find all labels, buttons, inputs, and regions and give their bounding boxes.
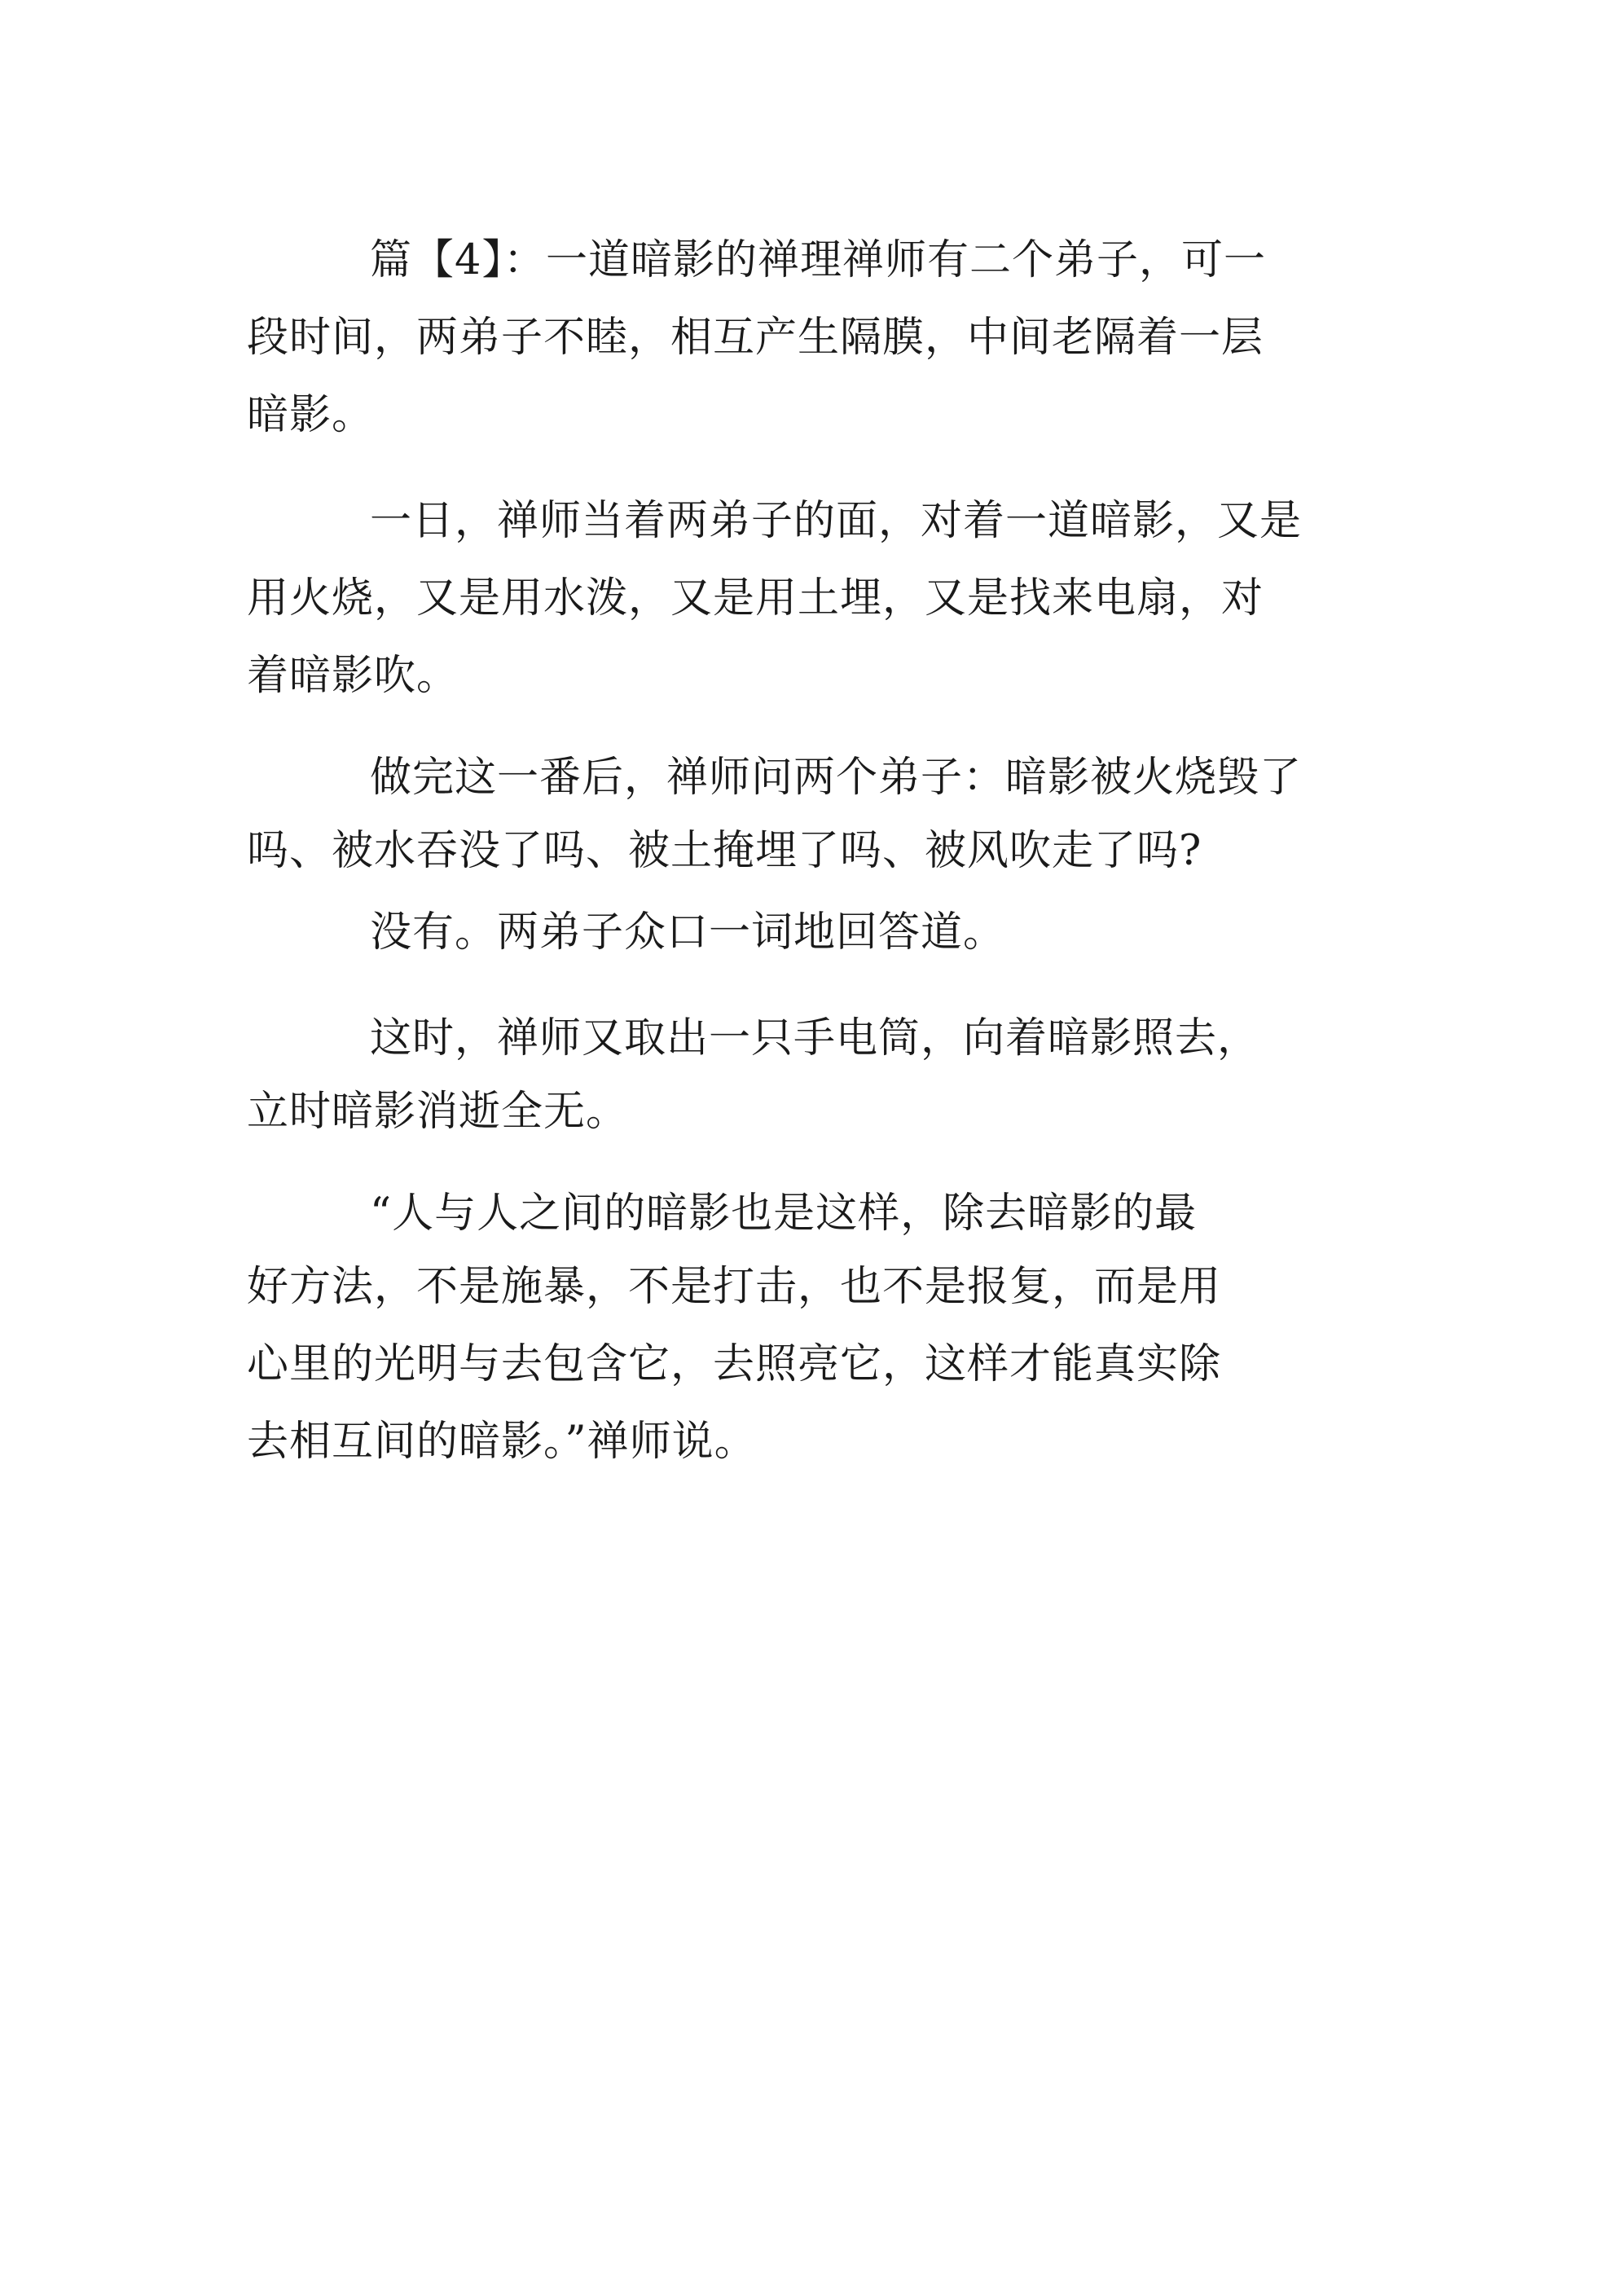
paragraph-5-line-1: 这时，禅师又取出一只手电筒，向着暗影照去， <box>370 1014 1260 1062</box>
paragraph-3-line-1: 做完这一番后，禅师问两个弟子：暗影被火烧毁了 <box>370 754 1303 802</box>
paragraph-2-line-3: 着暗影吹。 <box>247 652 459 700</box>
paragraph-1-line-3: 暗影。 <box>247 391 375 439</box>
paragraph-6-line-4: 去相互间的暗影。”禅师说。 <box>247 1418 757 1466</box>
paragraph-6-line-3: 心里的光明与去包含它，去照亮它，这样才能真实除 <box>247 1340 1222 1388</box>
paragraph-2-line-2: 用火烧，又是用水泼，又是用土埋，又是找来电扇，对 <box>247 574 1264 622</box>
paragraph-2-line-1: 一日，禅师当着两弟子的面，对着一道暗影，又是 <box>370 497 1303 545</box>
paragraph-3-line-2: 吗、被水吞没了吗、被土掩埋了吗、被风吹走了吗? <box>247 827 1202 875</box>
paragraph-4-line-1: 没有。两弟子众口一词地回答道。 <box>370 908 1006 957</box>
paragraph-6-line-1: “人与人之间的暗影也是这样，除去暗影的最 <box>370 1190 1198 1238</box>
paragraph-5-line-2: 立时暗影消逝全无。 <box>247 1088 629 1136</box>
paragraph-6-line-2: 好方法，不是施暴，不是打击，也不是报复，而是用 <box>247 1263 1222 1311</box>
paragraph-1-line-1: 篇【4】：一道暗影的禅理禅师有二个弟子，可一 <box>370 236 1266 284</box>
paragraph-1-line-2: 段时间，两弟子不睦，相互产生隔膜，中间老隔着一层 <box>247 314 1264 362</box>
